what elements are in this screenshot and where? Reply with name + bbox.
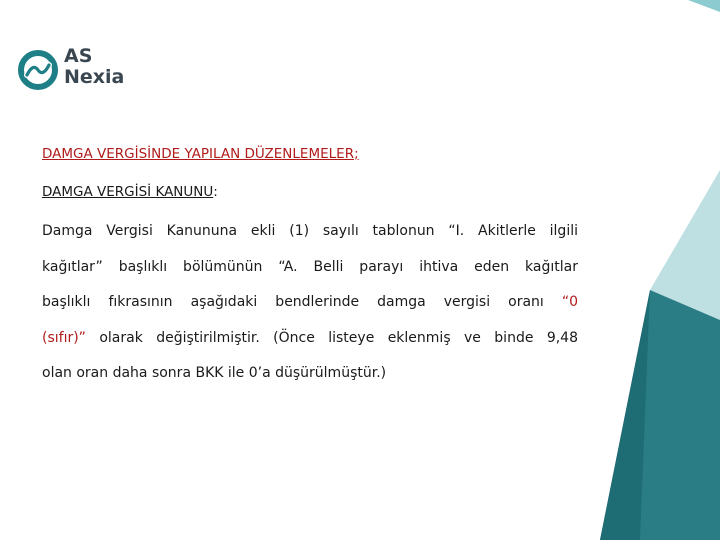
body-paragraph [42, 214, 578, 392]
paragraph-line-4-text: olarak değiştirilmiştir. (Önce listeye eklenmiş ve binde 9,48 [85, 329, 578, 346]
as-nexia-logo [16, 46, 136, 96]
paragraph-line-3-text: başlıklı fıkrasının aşağıdaki bendlerinde damga vergisi oranı [42, 294, 562, 310]
slide-content [42, 146, 578, 392]
paragraph-line-1: Damga Vergisi Kanununa ekli (1) sayılı tablonun “I. Akitlerle ilgili [42, 223, 578, 239]
paragraph-line-3 [42, 285, 578, 321]
logo-wordmark-line2: Nexia [64, 66, 125, 88]
nexia-logo-icon [16, 48, 60, 92]
logo-wordmark [64, 46, 124, 88]
rate-zero-highlight: “0 [561, 294, 578, 310]
page-title: DAMGA VERGİSİNDE YAPILAN DÜZENLEMELER; [42, 146, 359, 162]
section-heading [42, 184, 578, 200]
paragraph-line-2: kağıtlar” başlıklı bölümünün “A. Belli parayı ihtiva eden kağıtlar [42, 258, 578, 275]
paragraph-line-4 [42, 321, 578, 357]
paragraph-line-5: olan oran daha sonra BKK ile 0’a düşürülmüştür.) [42, 365, 387, 381]
decor-top-sliver [688, 0, 720, 12]
section-heading-label: DAMGA VERGİSİ KANUNU [42, 184, 214, 200]
logo-wordmark-line1: AS [64, 45, 93, 67]
section-heading-colon: : [213, 184, 218, 200]
rate-zero-word-highlight: (sıfır)” [42, 329, 86, 346]
